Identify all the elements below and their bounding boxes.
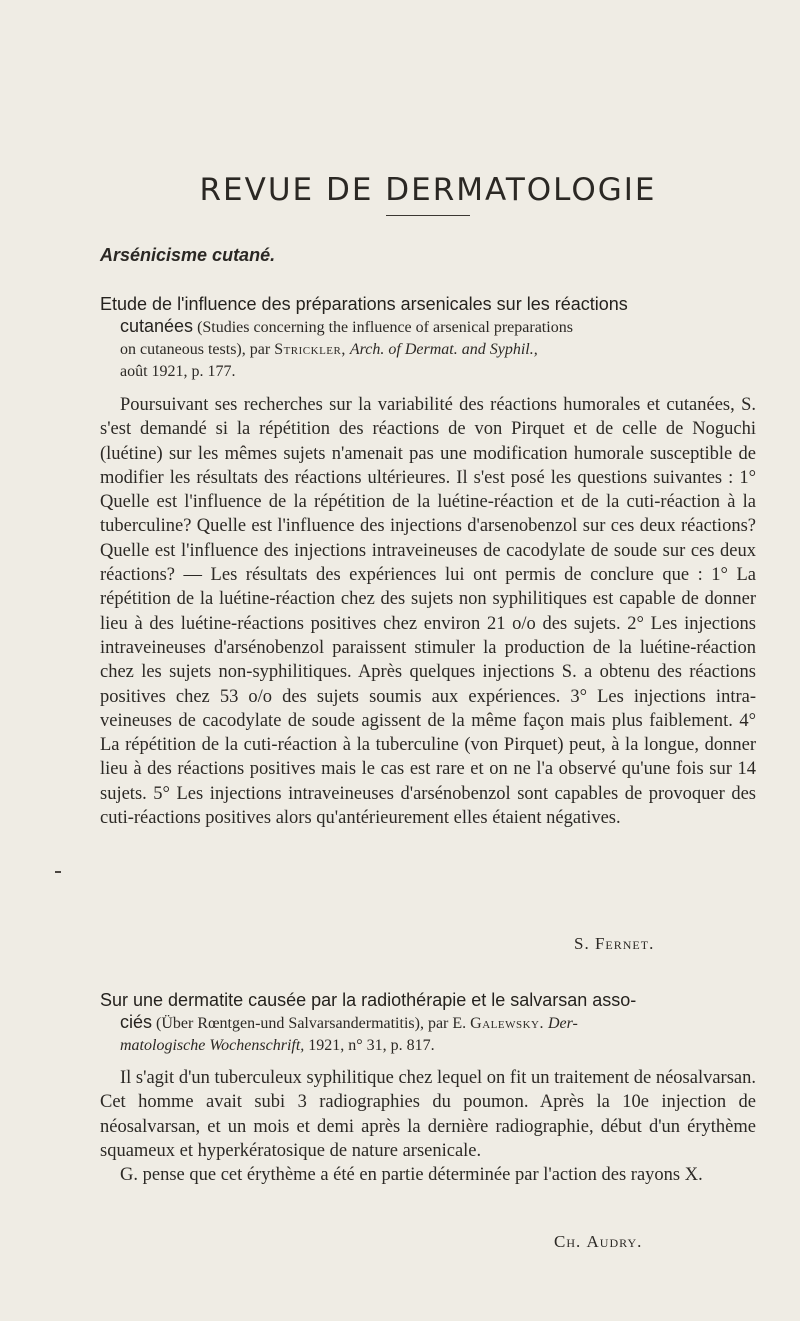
article1-title-cont: cutanées: [120, 316, 194, 336]
article2-title-cont: ciés: [120, 1012, 153, 1032]
article1-date: août 1921, p. 177.: [120, 363, 236, 380]
article1-journal: Arch. of Dermat. and Syphil.,: [349, 341, 538, 358]
article2-title-line2: [100, 1011, 756, 1035]
article1-body: [100, 393, 756, 830]
article2-date: 1921, n° 31, p. 817.: [308, 1037, 435, 1054]
article2-signature-name: Audry.: [586, 1232, 643, 1251]
article2-author: Galewsky.: [470, 1015, 544, 1032]
article2-body: [100, 1066, 756, 1187]
section-heading: Arsénicisme cutané.: [100, 245, 276, 265]
article1-original-title: (Studies concerning the influence of arsenical preparations: [197, 319, 573, 336]
article2-signature-initial: Ch.: [554, 1232, 582, 1251]
article2-paragraph-2: G. pense que cet érythème a été en partie déterminée par l'action des rayons X.: [120, 1165, 703, 1186]
article2-journal-cont: matologische Wochenschrift,: [120, 1037, 305, 1054]
journal-title: REVUE DE DERMATOLOGIE: [199, 172, 657, 208]
article2-original-title: (Über Rœntgen-und Salvarsandermatitis), par E.: [156, 1015, 467, 1032]
article1-signature-initial: S.: [574, 934, 590, 953]
article1-original-title-cont: on cutaneous tests), par: [120, 341, 271, 358]
article2-title: Sur une dermatite causée par la radiothérapie et le salvarsan asso-: [100, 990, 637, 1010]
article1-title-line2: [100, 315, 756, 339]
article2-journal: Der-: [547, 1015, 578, 1032]
title-underline: [386, 215, 470, 216]
article1-title: Etude de l'influence des préparations arsenicales sur les réactions: [100, 294, 628, 314]
article2-title-line3: [100, 1035, 756, 1057]
article1-heading: [100, 293, 756, 383]
article1-signature: [574, 934, 654, 954]
article1-title-line3: [100, 339, 756, 361]
article2-signature: [554, 1232, 642, 1252]
margin-mark: [55, 871, 61, 873]
article1-paragraph: Poursuivant ses recherches sur la variabilité des réactions humorales et cutanées, S. s'est demandé si la répétition des réactions de von Pirquet et de celle de Noguchi (luétine) sur les mêmes sujets n'amenait pas une modification humorale susceptible de modifier les résultats des réactions ultérieures. Il s'est posé les questions suivantes : 1° Quelle est l'influence de la répétition de la luétine-réaction et de la cuti-réaction à la tuberculine? Quelle est l'influence des injections d'arsenobenzol sur ces deux réactions? Quelle est l'influence des injections intraveineuses de cacodylate de soude sur ces deux réactions? — Les résultats des expériences lui ont permis de conclure que : 1° La répétition de la luétine-réaction chez des sujets non syphilitiques est capable de donner lieu à des luétine-réactions positives chez environ 21 o/o des sujets. 2° Les injections intraveineuses d'arsénobenzol paraissent stimuler la production de la luétine-réaction chez les sujets non-syphilitiques. Après quelques injections S. a obtenu des réactions positives chez 53 o/o des sujets soumis aux expériences. 3° Les injections intra-veineuses de cacodylate de soude agissent de la même façon mais plus faiblement. 4° La répétition de la cuti-réaction à la tuberculine (von Pirquet) peut, à la longue, donner lieu à des réactions positives mais le cas est rare et on ne l'a observé qu'une fois sur 14 sujets. 5° Les injections intraveineuses d'arsénobenzol sont capables de provoquer des cuti-réactions positives alors qu'antérieurement elles étaient négatives.: [100, 395, 756, 829]
article2-paragraph-1: Il s'agit d'un tuberculeux syphilitique chez lequel on fit un traitement de néosalvarsan. Cet homme avait subi 3 radiographies du poumon. Après la 10e injection de néosalvarsan, et un mois et demi après la dernière radiographie, début d'un érythème squameux et hyperkératosique de nature arsenicale.: [100, 1068, 756, 1161]
article1-author: Strickler,: [274, 341, 346, 358]
article2-heading: [100, 989, 756, 1057]
article1-signature-name: Fernet.: [594, 934, 655, 953]
